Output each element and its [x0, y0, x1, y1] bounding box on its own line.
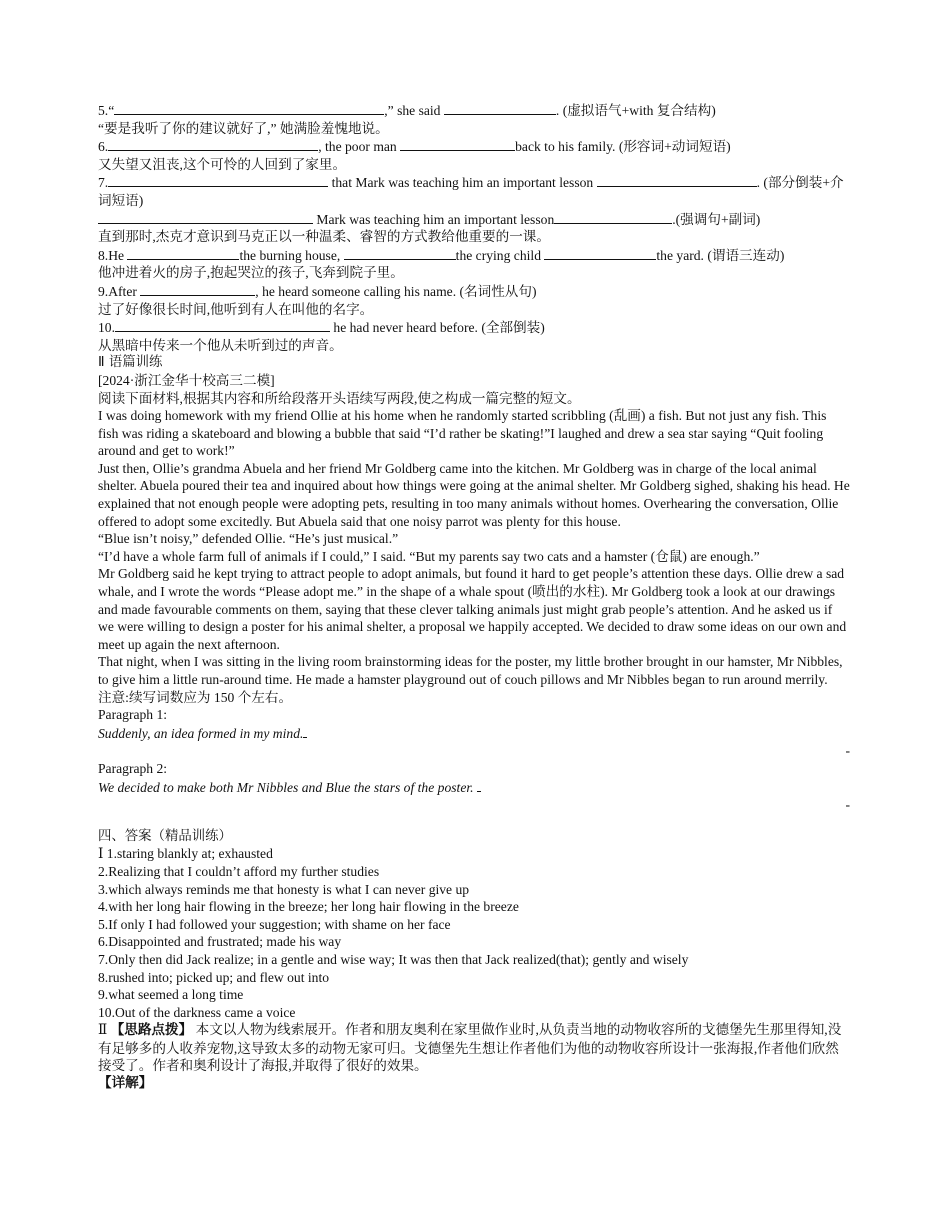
story-paragraph: Just then, Ollie’s grandma Abuela and her friend Mr Goldberg came into the kitchen. Mr Goldberg was in charge of the local animal shelter. Abuela poured their tea and inquired about how things were going at the animal shelter. Mr Goldberg sighed, shaking his head. He explained that not enough people were adopting pets, resulting in too many animals without homes. Overhearing the conversation, Ollie offered to adopt some excitedly. But Abuela said that one noisy parrot was plenty for this house.: [98, 460, 850, 529]
story-paragraph: “I’d have a whole farm full of animals if I could,” I said. “But my parents say two cats and a hamster (仓鼠) are enough.”: [98, 548, 760, 564]
answer-item: 2.Realizing that I couldn’t afford my further studies: [98, 863, 380, 879]
answers-title: 四、答案（精品训练）: [98, 828, 232, 844]
paragraph-1-start: Suddenly, an idea formed in my mind.: [98, 724, 850, 743]
analysis-label: 【思路点拨】: [110, 1022, 193, 1039]
answer-item: Ⅰ 1.staring blankly at; exhausted: [98, 846, 273, 862]
document-page: [98, 101, 850, 1093]
writing-line-end: -: [845, 797, 850, 813]
answer-blank[interactable]: [544, 246, 656, 260]
answer-item: 4.with her long hair flowing in the breeze; her long hair flowing in the breeze: [98, 899, 519, 915]
detail-label: 【详解】: [98, 1075, 153, 1092]
writing-line-end: -: [845, 743, 850, 759]
word-count-note: 注意:续写词数应为 150 个左右。: [98, 689, 293, 705]
answer-blank[interactable]: [444, 101, 556, 115]
answer-item: 3.which always reminds me that honesty is what I can never give up: [98, 881, 470, 897]
exercise-9: 9.After , he heard someone calling his name. (名词性从句): [98, 283, 537, 299]
exercise-6-chinese: 又失望又沮丧,这个可怜的人回到了家里。: [98, 156, 347, 172]
answer-blank[interactable]: [108, 173, 328, 187]
exercise-10-chinese: 从黑暗中传来一个他从未听到过的声音。: [98, 337, 343, 353]
story-paragraph: “Blue isn’t noisy,” defended Ollie. “He’s just musical.”: [98, 531, 399, 547]
exercise-7-line2: Mark was teaching him an important lesson .(强调句+副词): [98, 210, 850, 229]
paragraph-1-label: Paragraph 1:: [98, 707, 168, 723]
exercise-5-chinese: “要是我听了你的建议就好了,” 她满脸羞愧地说。: [98, 120, 389, 136]
answer-blank[interactable]: [98, 210, 313, 224]
exercise-8-chinese: 他冲进着火的房子,抱起哭泣的孩子,飞奔到院子里。: [98, 265, 404, 281]
story-paragraph: That night, when I was sitting in the living room brainstorming ideas for the poster, my little brother brought in our hamster, Mr Nibbles, to give him a little run-around time. He made a hamster playground out of couch pillows and Mr Nibbles began to run around merrily.: [98, 654, 843, 687]
instruction: 阅读下面材料,根据其内容和所给段落开头语续写两段,使之构成一篇完整的短文。: [98, 390, 581, 406]
writing-blank[interactable]: [303, 724, 307, 738]
answer-item: 10.Out of the darkness came a voice: [98, 1004, 296, 1020]
exercise-8: 8.He the burning house, the crying child the yard. (谓语三连动): [98, 247, 785, 263]
answer-blank[interactable]: [554, 210, 672, 224]
answer-blank[interactable]: [344, 246, 456, 260]
answer-blank[interactable]: [115, 318, 330, 332]
writing-blank[interactable]: [477, 778, 481, 792]
answer-item: 6.Disappointed and frustrated; made his way: [98, 934, 342, 950]
answer-blank[interactable]: [400, 137, 515, 151]
analysis-paragraph: Ⅱ 【思路点拨】 本文以人物为线索展开。作者和朋友奥利在家里做作业时,从负责当地的动物收容所的戈德堡先生那里得知,没有足够多的人收养宠物,这导致太多的动物无家可归。戈德堡先生想让作者他们为他的动物收容所设计一张海报,作者他们欣然接受了。作者和奥利设计了海报,并取得了很好的效果。: [98, 1022, 842, 1074]
answer-blank[interactable]: [127, 246, 239, 260]
paragraph-2-start: We decided to make both Mr Nibbles and Blue the stars of the poster.: [98, 778, 850, 797]
answer-item: 9.what seemed a long time: [98, 987, 244, 1003]
story-paragraph: Mr Goldberg said he kept trying to attract people to adopt animals, but found it hard to get people’s attention these days. Ollie drew a sad whale, and I wrote the words “Please adopt me.” in the shape of a whale spout (喷出的水柱). Mr Goldberg took a look at our drawings and made favourable comments on them, saying that these clever talking animals just might grab people’s attention. And he asked us if we were willing to design a poster for his animal shelter, a proposal we happily accepted. We decided to draw some ideas on our own and meet up again the next afternoon.: [98, 566, 847, 652]
exercise-5: 5.“ ,” she said . (虚拟语气+with 复合结构): [98, 103, 716, 118]
exercise-7-chinese: 直到那时,杰克才意识到马克正以一种温柔、睿智的方式教给他重要的一课。: [98, 229, 550, 245]
story-paragraph: I was doing homework with my friend Ollie at his home when he randomly started scribbling (乱画) a fish. But not just any fish. This fish was riding a skateboard and blowing a bubble that said “I’d rather be skating!”I laughed and drew a sea star saying “Quit fooling around and get to work!”: [98, 408, 827, 459]
answer-blank[interactable]: [108, 137, 318, 151]
paragraph-2-label: Paragraph 2:: [98, 760, 168, 776]
exercise-10: 10. he had never heard before. (全部倒装): [98, 320, 545, 336]
answer-blank[interactable]: [597, 173, 757, 187]
source-note: [2024·浙江金华十校高三二模]: [98, 372, 275, 388]
answer-item: 5.If only I had followed your suggestion; with shame on her face: [98, 916, 451, 932]
section-title: Ⅱ 语篇训练: [98, 355, 163, 371]
answer-item: 7.Only then did Jack realize; in a gentle and wise way; It was then that Jack realized(that); gently and wisely: [98, 951, 689, 967]
answer-blank[interactable]: [114, 101, 384, 115]
exercise-6: 6. , the poor man back to his family. (形容词+动词短语): [98, 139, 731, 155]
answer-blank[interactable]: [140, 282, 255, 296]
exercise-9-chinese: 过了好像很长时间,他听到有人在叫他的名字。: [98, 301, 374, 317]
exercise-7: 7. that Mark was teaching him an important lesson . (部分倒装+介词短语): [98, 175, 844, 208]
answer-item: 8.rushed into; picked up; and flew out into: [98, 969, 330, 985]
